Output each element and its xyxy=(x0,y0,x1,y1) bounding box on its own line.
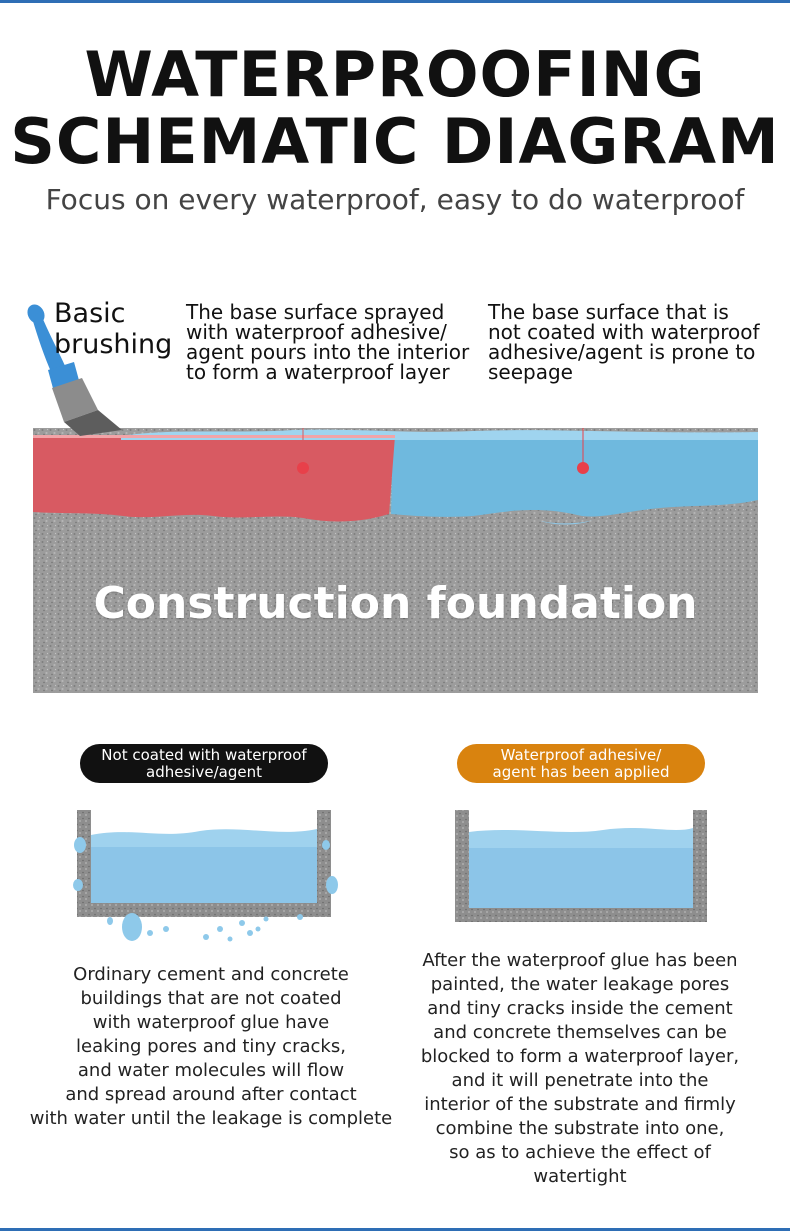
foundation-label: Construction foundation xyxy=(93,578,698,629)
top-accent-rule xyxy=(0,0,790,3)
brush-label: Basic brushing xyxy=(54,298,173,360)
callout-uncoated-text: The base surface that is not coated with waterproof adhesive/agent is prone to seepage xyxy=(488,300,760,384)
page-title-line1: WATERPROOFING xyxy=(84,38,706,111)
uncoated-badge: Not coated with waterproof adhesive/agent xyxy=(80,744,328,783)
foundation-cross-section xyxy=(33,428,758,693)
page-title-line2: SCHEMATIC DIAGRAM xyxy=(10,105,780,178)
callout-coated-text: The base surface sprayed with waterproof adhesive/ agent pours into the interior to form a waterproof layer xyxy=(186,300,470,384)
coated-layer xyxy=(33,436,395,521)
uncoated-description: Ordinary cement and concrete buildings that are not coated with waterproof glue have leaking pores and tiny cracks, and water molecules will flow and spread around after contact with water until the leakage is complete xyxy=(29,964,393,1129)
callout-dot-left xyxy=(297,462,309,474)
callout-dot-right xyxy=(577,462,589,474)
coated-badge: Waterproof adhesive/ agent has been applied xyxy=(457,744,705,783)
seepage-zone xyxy=(391,436,758,517)
page-subtitle: Focus on every waterproof, easy to do waterproof xyxy=(45,183,745,216)
uncoated-tank-illustration xyxy=(70,805,340,950)
coated-tank-illustration xyxy=(453,806,709,924)
coated-description: After the waterproof glue has been painted, the water leakage pores and tiny cracks inside the cement and concrete themselves can be blocked to form a waterproof layer, and it will penetrate into the interior of the substrate and firmly combine the substrate into one, so as to achieve the effect of watertight xyxy=(420,950,740,1187)
